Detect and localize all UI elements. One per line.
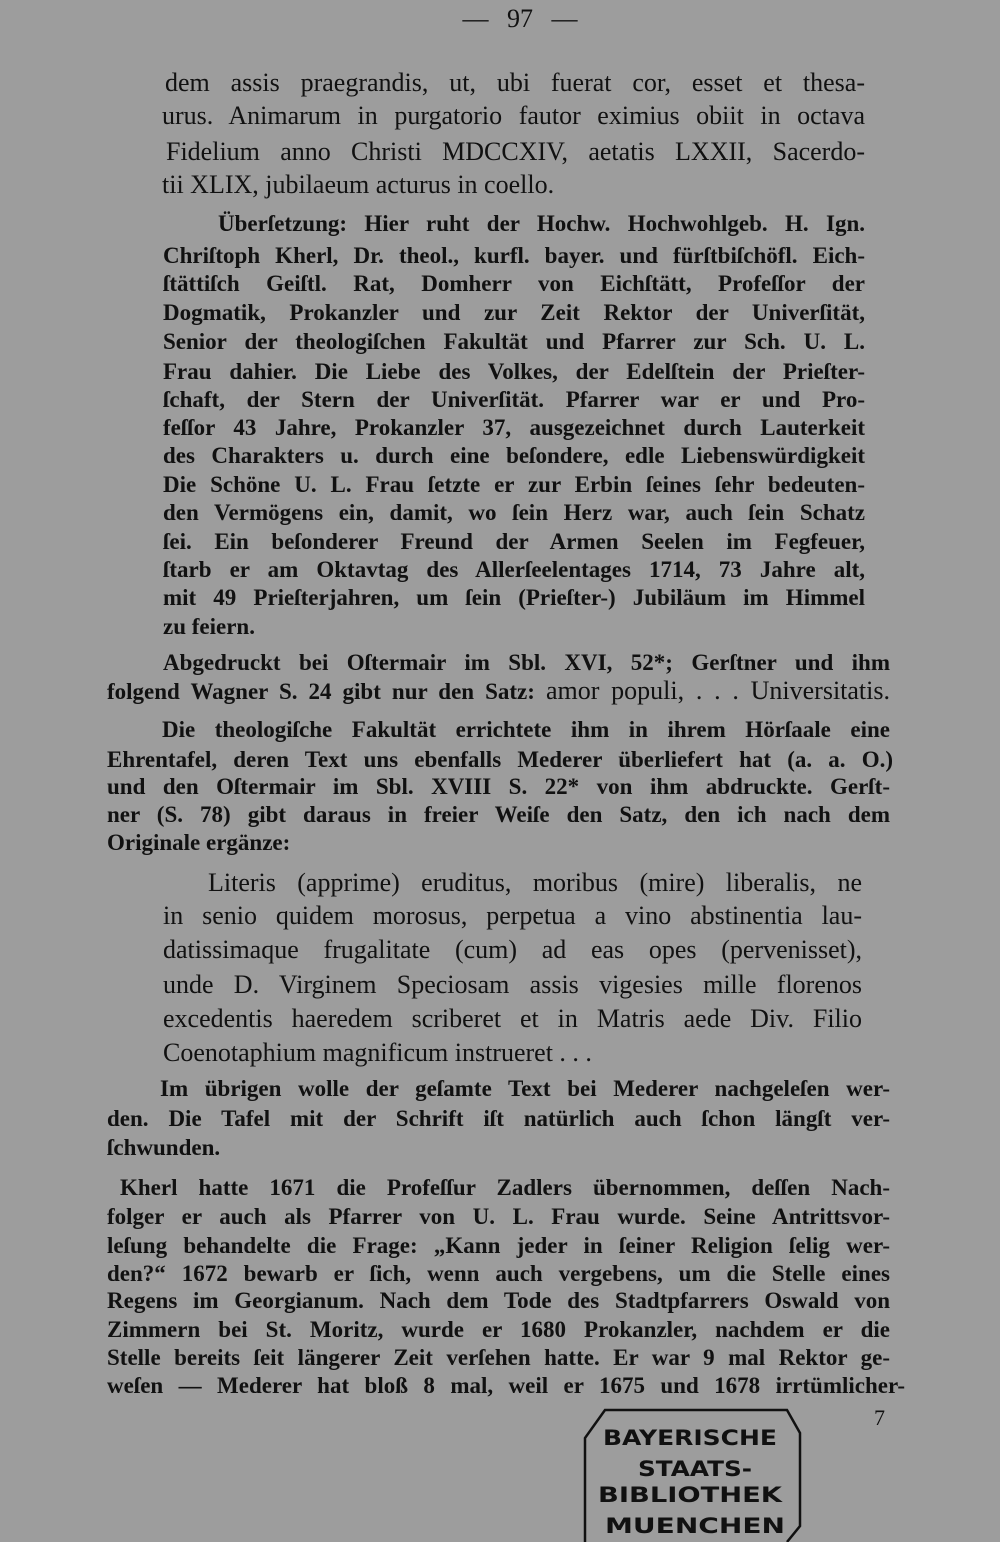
text-line: urus. Animarum in purgatorio fautor eximius obiit in octava bbox=[162, 101, 865, 130]
text-line: Regens im Georgianum. Nach dem Tode des Stadtpfarrers Oswald von bbox=[107, 1288, 890, 1313]
text-line bbox=[107, 677, 890, 706]
stamp-line: BIBLIOTHEK bbox=[598, 1483, 783, 1507]
text-line: excedentis haeredem scriberet et in Matris aede Div. Filio bbox=[163, 1004, 862, 1033]
text-line: ſei. Ein beſonderer Freund der Armen Seelen im Fegfeuer, bbox=[163, 529, 865, 554]
stamp-line: STAATS- bbox=[638, 1457, 752, 1481]
text-line: Coenotaphium magnificum instrueret . . . bbox=[163, 1038, 592, 1067]
latin-quote-segment: amor populi, . . . Universitatis. bbox=[545, 676, 890, 705]
text-line: ſchwunden. bbox=[107, 1135, 221, 1160]
text-line: datissimaque frugalitate (cum) ad eas opes (pervenisset), bbox=[163, 935, 862, 964]
stamp-line: BAYERISCHE bbox=[603, 1426, 777, 1450]
text-line: in senio quidem morosus, perpetua a vino abstinentia lau- bbox=[163, 901, 862, 930]
text-line: den Vermögens ein, damit, wo ſein Herz war, auch ſein Schatz bbox=[163, 500, 865, 525]
page-number: — 97 — bbox=[462, 4, 578, 33]
text-line: folger er auch als Pfarrer von U. L. Frau wurde. Seine Antrittsvor- bbox=[107, 1204, 890, 1229]
text-line: und den Oſtermair im Sbl. XVIII S. 22* von ihm abdruckte. Gerſt- bbox=[107, 774, 890, 799]
text-line: Stelle bereits ſeit längerer Zeit verſehen hatte. Er war 9 mal Rektor ge- bbox=[107, 1345, 890, 1370]
text-line: den?“ 1672 bewarb er ſich, wenn auch vergebens, um die Stelle eines bbox=[107, 1261, 890, 1286]
text-line: Zimmern bei St. Moritz, wurde er 1680 Prokanzler, nachdem er die bbox=[107, 1317, 890, 1342]
text-line: dem assis praegrandis, ut, ubi fuerat cor, esset et thesa- bbox=[165, 68, 865, 97]
text-line: Die Schöne U. L. Frau ſetzte er zur Erbin ſeines ſehr bedeuten- bbox=[163, 472, 865, 497]
text-line: Kherl hatte 1671 die Profeſſur Zadlers übernommen, deſſen Nach- bbox=[120, 1175, 890, 1200]
text-line: Ehrentafel, deren Text uns ebenfalls Mederer überliefert hat (a. a. O.) bbox=[107, 747, 893, 772]
text-line: mit 49 Prieſterjahren, um ſein (Prieſter-) Jubiläum im Himmel bbox=[163, 585, 865, 610]
text-line: Chriſtoph Kherl, Dr. theol., kurfl. bayer. und fürſtbiſchöfl. Eich- bbox=[163, 243, 865, 268]
text-segment: folgend Wagner S. 24 gibt nur den Satz: bbox=[107, 679, 535, 704]
text-line: Im übrigen wolle der geſamte Text bei Mederer nachgeleſen wer- bbox=[160, 1076, 890, 1101]
library-stamp bbox=[575, 1398, 810, 1542]
text-line: Originale ergänze: bbox=[107, 830, 291, 855]
text-line: leſung behandelte die Frage: „Kann jeder in ſeiner Religion ſelig wer- bbox=[107, 1233, 890, 1258]
text-line: Abgedruckt bei Oſtermair im Sbl. XVI, 52*; Gerſtner und ihm bbox=[163, 650, 890, 675]
stamp-line: MUENCHEN bbox=[605, 1514, 785, 1538]
text-line: ſtättiſch Geiſtl. Rat, Domherr von Eichſtätt, Profeſſor der bbox=[163, 271, 865, 296]
text-line: Die theologiſche Fakultät errichtete ihm in ihrem Hörſaale eine bbox=[162, 717, 890, 742]
text-line: tii XLIX, jubilaeum acturus in coello. bbox=[162, 170, 555, 199]
text-line: Frau dahier. Die Liebe des Volkes, der Edelſtein der Prieſter- bbox=[163, 359, 865, 384]
text-line: ſchaft, der Stern der Univerſität. Pfarrer war er und Pro- bbox=[163, 387, 865, 412]
text-line: Dogmatik, Prokanzler und zur Zeit Rektor der Univerſität, bbox=[163, 300, 865, 325]
text-line: Senior der theologiſchen Fakultät und Pfarrer zur Sch. U. L. bbox=[163, 329, 865, 354]
text-line: Fidelium anno Christi MDCCXIV, aetatis LXXII, Sacerdo- bbox=[166, 137, 865, 166]
text-line: zu feiern. bbox=[163, 614, 255, 639]
signature-mark: 7 bbox=[874, 1405, 885, 1430]
text-line: Literis (apprime) eruditus, moribus (mire) liberalis, ne bbox=[208, 868, 862, 897]
text-line: ſtarb er am Oktavtag des Allerſeelentages 1714, 73 Jahre alt, bbox=[163, 557, 865, 582]
text-line: feſſor 43 Jahre, Prokanzler 37, ausgezeichnet durch Lauterkeit bbox=[163, 415, 865, 440]
text-line: weſen — Mederer hat bloß 8 mal, weil er 1675 und 1678 irrtümlicher- bbox=[107, 1373, 905, 1398]
text-line: ner (S. 78) gibt daraus in freier Weiſe den Satz, den ich nach dem bbox=[107, 802, 890, 827]
text-line: Überſetzung: Hier ruht der Hochw. Hochwohlgeb. H. Ign. bbox=[218, 211, 865, 236]
text-line: unde D. Virginem Speciosam assis vigesies mille florenos bbox=[163, 970, 862, 999]
text-line: den. Die Tafel mit der Schrift iſt natürlich auch ſchon längſt ver- bbox=[107, 1106, 890, 1131]
text-line: des Charakters u. durch eine beſondere, edle Liebenswürdigkeit bbox=[163, 443, 865, 468]
